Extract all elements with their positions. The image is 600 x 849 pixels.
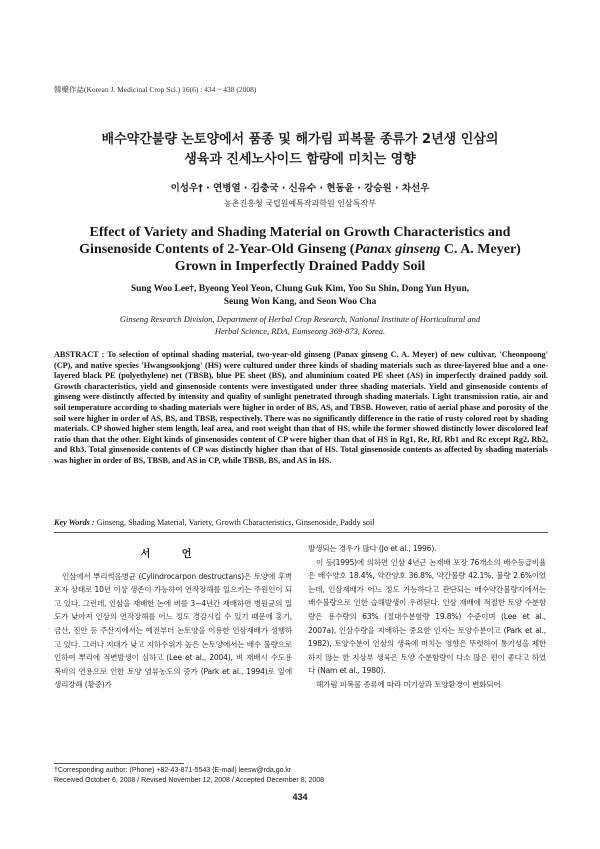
authors-korean: 이성우† · 연병열 · 김충국 · 신유수 · 현동윤 · 강승원 · 차선우: [170, 183, 430, 194]
title-english: [60, 224, 540, 275]
section-heading-introduction: 서 언: [140, 549, 206, 560]
title-english-line-2: [60, 241, 540, 258]
title-korean-line-2: 생육과 진세노사이드 함량에 미치는 영향: [184, 152, 416, 167]
title-english-line-1: Effect of Variety and Shading Material on Growth Characteristics and: [89, 225, 511, 240]
keywords-label: Key Words :: [54, 518, 95, 527]
abstract-label: ABSTRACT :: [54, 350, 105, 359]
affiliation-english: [60, 313, 540, 337]
affiliation-korean: 농촌진흥청 국립원예특작과학원 인삼특작부: [224, 199, 376, 208]
footnote-divider: [54, 763, 184, 764]
title-korean-line-1: 배수약간불량 논토양에서 품종 및 해가림 피복물 종류가 2년생 인삼의: [101, 132, 499, 147]
section-divider: [54, 532, 548, 533]
authors-english-line-1: Sung Woo Lee†, Byeong Yeol Yeon, Chung Guk Kim, Yoo Su Shin, Dong Yun Hyun,: [130, 284, 470, 294]
title-korean: [60, 130, 540, 170]
page-number: 434: [292, 792, 308, 802]
title-english-line-2a: Ginsenoside Contents of 2-Year-Old Ginseng (: [79, 242, 355, 257]
abstract-text: To selection of optimal shading material, two-year-old ginseng (Panax ginseng C. A. Meyer) of new cultivar, 'Cheonpoong' (CP), and native species 'Hwangsookjong' (HS) were cultured under three kinds of shading materials such as three-layered blue and a one-layered black PE (polyethylene) net (TBSB), blue PE sheet (BS), and aluminium coated PE sheet (AS) in imperfectly drained paddy soil. Growth characteristics, yield and ginsenoside contents were investigated under three shading materials. Yield and ginsenoside contents of ginseng were distinctly affected by intensity and quality of sunlight penetrated through shading materials. Light transmission ratio, air and soil temperature according to shading materials were higher in order of BS, AS, and TBSB. However, ratio of aerial phase and porosity of the soil were higher in order of AS, BS, and TBSB, respectively. There was no significantly difference in the ratio of rusty colored root by shading materials. CP showed higher stem length, leaf area, and root weight than that of HS, while the former showed distinctly lower discolored leaf ratio than that the other. Eight kinds of ginsenosides content of CP were higher than that of HS in Rg1, Re, Rf, Rb1 and Rc except Rg2, Rb2, and Rb3. Total ginsenoside contents of CP was distinctly higher than that of HS. Total ginsenoside contents as affected by shading materials was higher in order of BS, TBSB, and AS in CP, while TBSB, BS, and AS in HS.: [54, 350, 548, 465]
body-column-left: [54, 548, 292, 692]
body-paragraph: 해가림 피복물 종류에 따라 미기상과 토양환경이 변화되어: [316, 679, 501, 689]
body-column-right: [308, 542, 546, 692]
title-english-species: Panax ginseng: [354, 242, 441, 257]
journal-header: 韓藥作誌(Korean J. Medicinal Crop Sci.) 16(6) : 434 ~ 438 (2008): [54, 85, 257, 94]
body-paragraph: 발생되는 경우가 많다 (Jo et al., 1996).: [308, 544, 437, 553]
authors-english: [60, 283, 540, 309]
body-paragraph: 인삼에서 뿌리썩음병균 (Cylindrocarpon destructans)은 토양에 후벽포자 상태로 10년 이상 생존이 가능하여 연작장해를 일으키는 주원인이 되고 있다. 그런데, 인삼을 재배한 논에 벼를 3~4년간 재배하면 병원균의 밀도가 낮아져 인삼의 연작장해를 어느 정도 경감시킬 수 있기 때문에 홍기, 금산, 진안 등 주산지에서는 예전부터 논토양을 이용한 인삼재배가 성행하고 있다. 그러나 지대가 낮고 지하수위가 높은 논토양에서는 배수 불량으로 인하여 뿌리에 적변발생이 심하고 (Lee et al., 2004), 벼 재배시 수도용 복비의 연용으로 인한 토양 염류농도의 증가 (Park et al., 1994)로 잎에 생리장해 (황증)가: [54, 571, 292, 690]
authors-english-line-2: Seung Won Kang, and Seon Woo Cha: [223, 297, 377, 307]
footnote-corresponding-author: †Corresponding author: (Phone) +82-43-871-5543 (E-mail) leesw@rda.go.kr: [54, 767, 292, 774]
affiliation-english-line-2: Herbal Science, RDA, Eumseong 369-873, Korea.: [214, 326, 386, 336]
abstract: [54, 350, 548, 467]
footnote: [54, 766, 548, 786]
keywords: [54, 517, 548, 528]
keywords-text: Ginseng, Shading Material, Variety, Growth Characteristics, Ginsenoside, Paddy soil: [94, 518, 375, 527]
footnote-dates: Received October 6, 2008 / Revised November 12, 2008 / Accepted December 8, 2008: [54, 777, 325, 784]
title-english-line-3: Grown in Imperfectly Drained Paddy Soil: [174, 259, 426, 274]
body-paragraph: 이 등(1995)에 의하면 인삼 4년근 논재배 포장 76개소의 배수등급비율은 배수양호 18.4%, 약간양호 36.8%, 약간불량 42.1%, 불량 2.6%이었는데, 인삼재배가 어느 정도 가능하다고 판단되는 배수약간불량지에서는 배수불량으로 인한 습해발생이 우려된다. 인삼 재배에 적절한 토양 수분함량은 용수량의 63% (절대수분함량 19.8%) 수준이며 (Lee et al., 2007a), 인삼수량을 지배하는 중요한 인자는 토양수분이고 (Park et al., 1982), 토양수분이 인삼의 생육에 미치는 영향은 뚜렷하여 통기성을 제한하지 않는 한 지상부 생육은 토양 수분함량이 다소 많은 편이 좋다고 하였다 (Nam et al., 1980).: [308, 557, 546, 676]
title-english-line-2c: C. A. Meyer): [440, 242, 521, 257]
affiliation-english-line-1: Ginseng Research Division, Department of Herbal Crop Research, National Institute of Horticultural and: [119, 314, 481, 324]
